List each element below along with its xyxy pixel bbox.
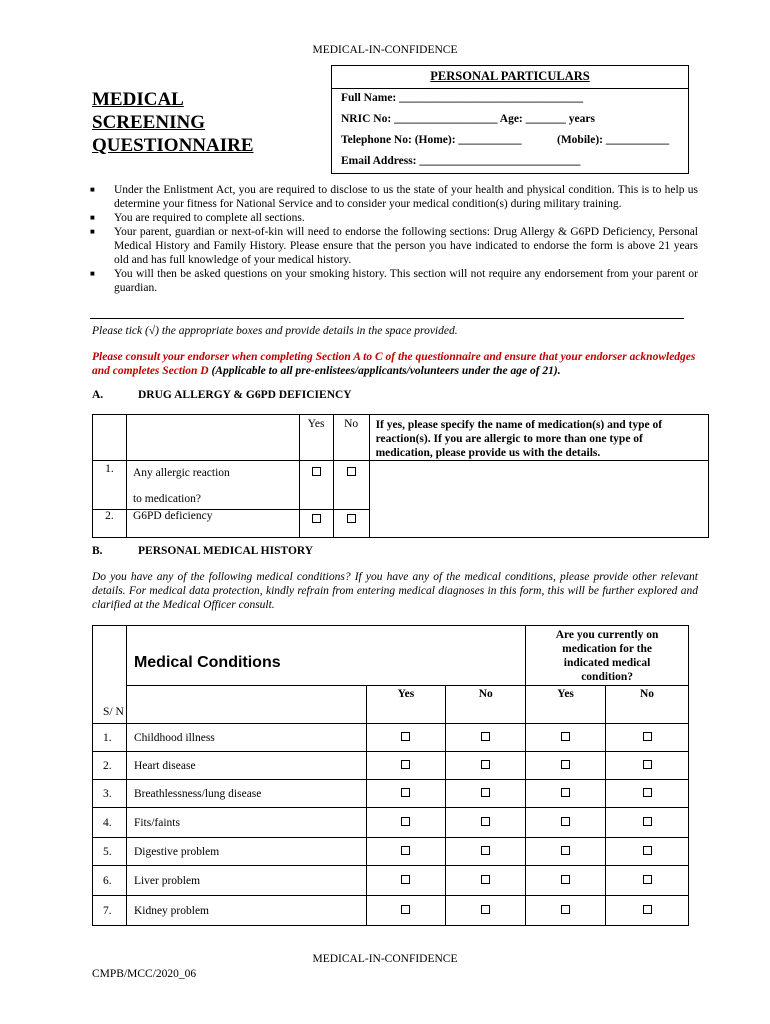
list-item: ■ Your parent, guardian or next-of-kin will need to endorse the following sections: Drug Allergy & G6PD Deficiency, Personal Medical History and Family History. Please ensure that the person you have indicated to endorse the form is above 21 years old and has full knowledge of your medical history.: [90, 226, 698, 266]
condition-no-checkbox[interactable]: [446, 866, 526, 896]
condition-no-checkbox[interactable]: [446, 838, 526, 866]
condition-no-checkbox[interactable]: [446, 896, 526, 926]
full-name-field[interactable]: Full Name: ________________________________: [341, 92, 584, 104]
section-b-title: PERSONAL MEDICAL HISTORY: [138, 545, 314, 557]
col-sn-header: S/ N: [93, 626, 127, 724]
confidential-header: MEDICAL-IN-CONFIDENCE: [312, 44, 458, 56]
row-sn: 3.: [93, 780, 127, 808]
title-line-3: QUESTIONNAIRE: [92, 135, 254, 156]
list-item: ■ Under the Enlistment Act, you are required to disclose to us the state of your health and physical condition. This is to help us determine your fitness for National Service and to consider your medical condition(s) during military training.: [90, 184, 698, 210]
table-row: [93, 838, 689, 866]
table-row: [93, 780, 689, 808]
condition-no-checkbox[interactable]: [446, 724, 526, 752]
row-sn: 6.: [93, 866, 127, 896]
col-details-header: If yes, please specify the name of medication(s) and type of reaction(s). If you are allergic to more than one type of medication, please provide us with the details.: [369, 415, 708, 461]
title-line-1: MEDICAL: [92, 89, 184, 110]
email-field[interactable]: Email Address: ____________________________: [341, 155, 581, 167]
personal-particulars-heading: PERSONAL PARTICULARS: [430, 69, 590, 83]
row-label: Kidney problem: [126, 896, 366, 926]
drug-allergy-table: [92, 414, 709, 538]
telephone-mobile-field[interactable]: (Mobile): ___________: [557, 134, 670, 146]
section-b-letter: B.: [92, 545, 103, 557]
medical-history-table: [92, 625, 689, 926]
consult-black-text: (Applicable to all pre-enlistees/applicants/volunteers under the age of 21).: [211, 365, 561, 377]
condition-yes-checkbox[interactable]: [366, 808, 446, 838]
medication-no-checkbox[interactable]: [606, 780, 689, 808]
row-sn: 5.: [93, 838, 127, 866]
telephone-home-field[interactable]: Telephone No: (Home): ___________: [341, 134, 522, 146]
table-row: [93, 724, 689, 752]
table-row: [93, 752, 689, 780]
list-item: ■ You are required to complete all sections.: [90, 212, 305, 224]
col-yes-header: Yes: [299, 415, 333, 461]
medication-yes-checkbox[interactable]: [526, 838, 606, 866]
row-label: Digestive problem: [126, 838, 366, 866]
medication-no-checkbox[interactable]: [606, 724, 689, 752]
col-med-no-header: No: [606, 686, 689, 724]
medication-no-checkbox[interactable]: [606, 866, 689, 896]
section-a-title: DRUG ALLERGY & G6PD DEFICIENCY: [138, 389, 352, 401]
g6pd-no-checkbox[interactable]: [333, 510, 369, 538]
col-no-header: No: [333, 415, 369, 461]
allergy-yes-checkbox[interactable]: [299, 461, 333, 510]
title-line-2: SCREENING: [92, 112, 205, 133]
condition-yes-checkbox[interactable]: [366, 752, 446, 780]
section-a-letter: A.: [92, 389, 104, 401]
row-label: G6PD deficiency: [126, 510, 299, 538]
confidential-footer: MEDICAL-IN-CONFIDENCE: [312, 953, 458, 965]
row-label: Breathlessness/lung disease: [126, 780, 366, 808]
medication-yes-checkbox[interactable]: [526, 752, 606, 780]
tick-instruction: Please tick (√) the appropriate boxes and provide details in the space provided.: [92, 325, 458, 337]
consult-red-text: Please consult your endorser when completing Section A to C of the questionnaire and ensure that your endorser acknowledges and completes Section D: [92, 351, 696, 377]
divider: [90, 318, 684, 319]
g6pd-yes-checkbox[interactable]: [299, 510, 333, 538]
medication-yes-checkbox[interactable]: [526, 808, 606, 838]
row-label: Fits/faints: [126, 808, 366, 838]
row-sn: 2.: [93, 510, 127, 538]
col-med-yes-header: Yes: [526, 686, 606, 724]
condition-no-checkbox[interactable]: [446, 808, 526, 838]
form-code: CMPB/MCC/2020_06: [92, 968, 197, 980]
row-sn: 4.: [93, 808, 127, 838]
medication-no-checkbox[interactable]: [606, 838, 689, 866]
row-sn: 7.: [93, 896, 127, 926]
row-sn: 2.: [93, 752, 127, 780]
table-row: [93, 808, 689, 838]
condition-yes-checkbox[interactable]: [366, 838, 446, 866]
row-label: Liver problem: [126, 866, 366, 896]
condition-yes-checkbox[interactable]: [366, 724, 446, 752]
condition-no-checkbox[interactable]: [446, 752, 526, 780]
col-conditions-header: Medical Conditions: [126, 626, 525, 686]
row-label: Heart disease: [126, 752, 366, 780]
page-title: [92, 88, 254, 157]
allergy-no-checkbox[interactable]: [333, 461, 369, 510]
col-no-header: No: [446, 686, 526, 724]
nric-age-field[interactable]: NRIC No: __________________ Age: _______ years: [341, 113, 595, 125]
row-sn: 1.: [93, 724, 127, 752]
table-row: [93, 461, 709, 510]
row-sn: 1.: [93, 461, 127, 510]
table-row: [93, 896, 689, 926]
condition-no-checkbox[interactable]: [446, 780, 526, 808]
condition-yes-checkbox[interactable]: [366, 780, 446, 808]
condition-yes-checkbox[interactable]: [366, 896, 446, 926]
medication-yes-checkbox[interactable]: [526, 780, 606, 808]
allergy-details-input[interactable]: [369, 461, 708, 538]
consult-note: [92, 350, 698, 378]
col-yes-header: Yes: [366, 686, 446, 724]
col-medication-header: Are you currently on medication for the indicated medical condition?: [526, 626, 689, 686]
instructions-list: [90, 183, 698, 295]
medication-no-checkbox[interactable]: [606, 752, 689, 780]
table-row: [93, 866, 689, 896]
condition-yes-checkbox[interactable]: [366, 866, 446, 896]
medication-no-checkbox[interactable]: [606, 896, 689, 926]
medication-yes-checkbox[interactable]: [526, 724, 606, 752]
row-label: Childhood illness: [126, 724, 366, 752]
section-b-intro: Do you have any of the following medical conditions? If you have any of the medical conditions, please provide other relevant details. For medical data protection, kindly refrain from entering medical diagnoses in this form, this will be further explored and clarified at the Medical Officer consult.: [92, 571, 698, 611]
row-label: Any allergic reaction to medication?: [126, 461, 299, 510]
list-item: ■ You will then be asked questions on your smoking history. This section will not require any endorsement from your parent or guardian.: [90, 268, 698, 294]
medication-yes-checkbox[interactable]: [526, 896, 606, 926]
medication-no-checkbox[interactable]: [606, 808, 689, 838]
medication-yes-checkbox[interactable]: [526, 866, 606, 896]
